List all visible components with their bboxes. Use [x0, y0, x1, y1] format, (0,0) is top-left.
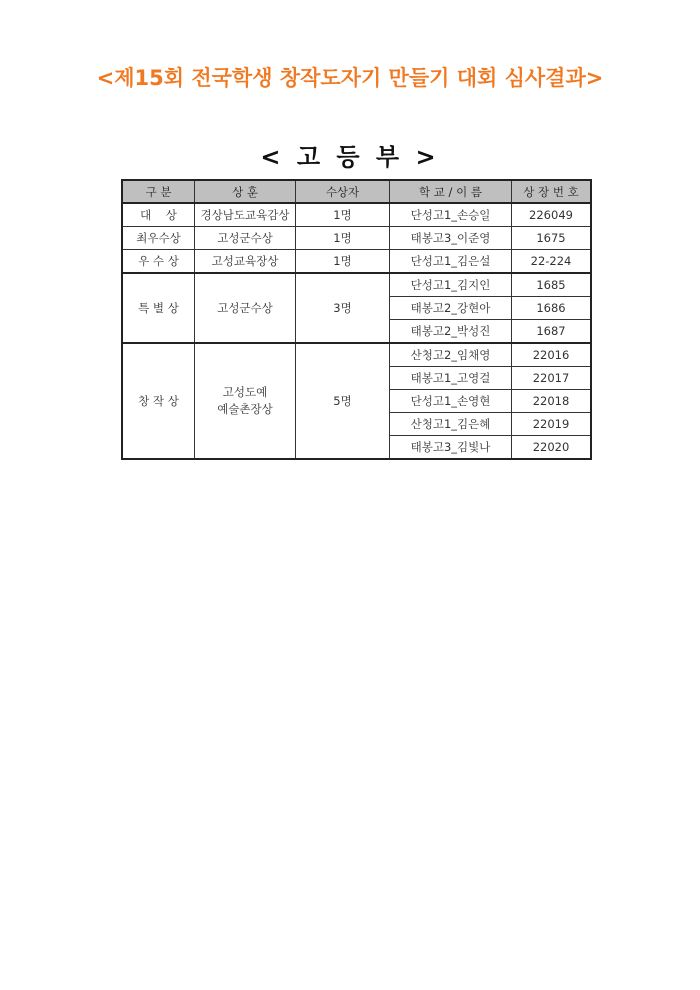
count-cell: 1명 — [296, 203, 390, 227]
table-row — [122, 227, 591, 250]
table-row — [122, 203, 591, 227]
school-name-cell: 태봉고1_고영걸 — [390, 367, 512, 390]
school-name-cell: 단성고1_손영현 — [390, 390, 512, 413]
award-cell: 경상남도교육감상 — [195, 203, 296, 227]
table-row — [122, 343, 591, 367]
cert-no-cell: 22017 — [512, 367, 592, 390]
results-table — [121, 179, 592, 460]
category-cell: 특 별 상 — [122, 273, 195, 343]
cert-no-cell: 22016 — [512, 343, 592, 367]
school-name-cell: 산청고1_김은혜 — [390, 413, 512, 436]
cert-no-cell: 1687 — [512, 320, 592, 344]
category-cell: 대 상 — [122, 203, 195, 227]
cert-no-cell: 1686 — [512, 297, 592, 320]
cert-no-cell: 1675 — [512, 227, 592, 250]
cert-no-cell: 1685 — [512, 273, 592, 297]
document-title: <제15회 전국학생 창작도자기 만들기 대회 심사결과> — [96, 66, 604, 90]
count-cell: 5명 — [296, 343, 390, 459]
count-cell: 1명 — [296, 227, 390, 250]
school-name-cell: 태봉고3_김빛나 — [390, 436, 512, 460]
school-name-cell: 태봉고3_이준영 — [390, 227, 512, 250]
award-cell: 고성군수상 — [195, 227, 296, 250]
section-title: < 고 등 부 > — [260, 143, 440, 171]
header-school-name: 학 교 / 이 름 — [390, 180, 512, 203]
category-cell: 창 작 상 — [122, 343, 195, 459]
header-count: 수상자 — [296, 180, 390, 203]
award-line-1: 고성도예 — [222, 385, 268, 399]
award-cell: 고성교육장상 — [195, 250, 296, 274]
cert-no-cell: 226049 — [512, 203, 592, 227]
award-line-2: 예술촌장상 — [217, 402, 273, 416]
category-cell: 우 수 상 — [122, 250, 195, 274]
award-cell: 고성군수상 — [195, 273, 296, 343]
award-cell — [195, 343, 296, 459]
count-cell: 1명 — [296, 250, 390, 274]
table-row — [122, 273, 591, 297]
cert-no-cell: 22-224 — [512, 250, 592, 274]
school-name-cell: 산청고2_임채영 — [390, 343, 512, 367]
cert-no-cell: 22020 — [512, 436, 592, 460]
table-row — [122, 250, 591, 274]
school-name-cell: 단성고1_손승일 — [390, 203, 512, 227]
header-cert-no: 상 장 번 호 — [512, 180, 592, 203]
header-award: 상 훈 — [195, 180, 296, 203]
school-name-cell: 단성고1_김은설 — [390, 250, 512, 274]
table-header-row — [122, 180, 591, 203]
school-name-cell: 단성고1_김지인 — [390, 273, 512, 297]
cert-no-cell: 22019 — [512, 413, 592, 436]
school-name-cell: 태봉고2_강현아 — [390, 297, 512, 320]
category-cell: 최우수상 — [122, 227, 195, 250]
header-category: 구 분 — [122, 180, 195, 203]
cert-no-cell: 22018 — [512, 390, 592, 413]
count-cell: 3명 — [296, 273, 390, 343]
school-name-cell: 태봉고2_박성진 — [390, 320, 512, 344]
